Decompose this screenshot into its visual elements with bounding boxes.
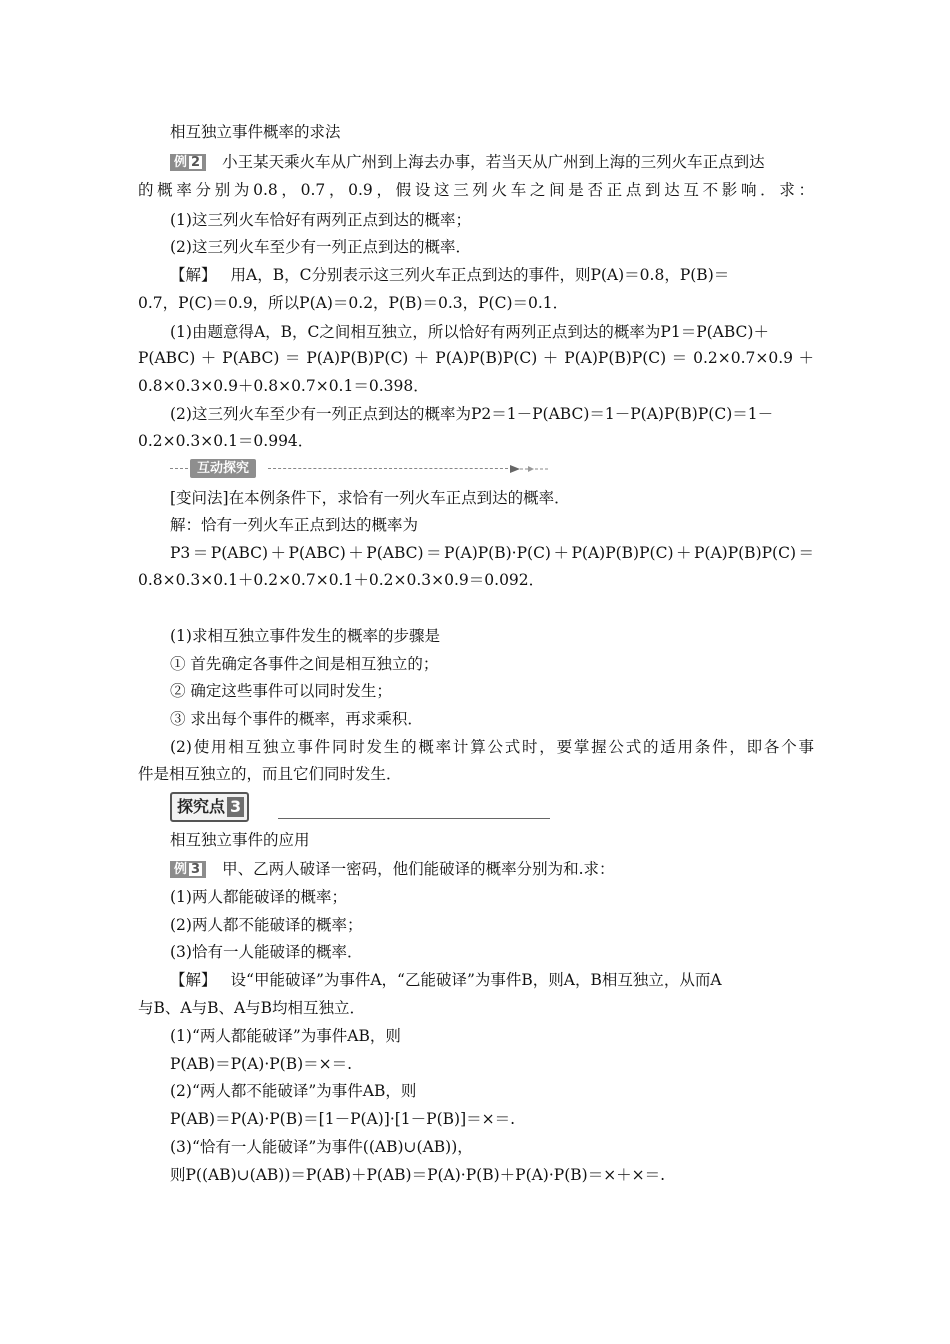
solution-2-part-1-line-2: P(ABC) ＋ P(ABC) ＝ P(A)P(B)P(C) ＋ P(A)P(B)P(C) ＋ P(A)P(B)P(C) ＝ 0.2×0.7×0.9 ＋ xyxy=(138,349,814,367)
example-3-badge: 例 3 xyxy=(170,861,206,878)
example-3-question-1: (1)两人都能破译的概率； xyxy=(170,888,347,906)
interactive-exploration-label: 互动探究 xyxy=(190,459,256,478)
variant-question: [变问法]在本例条件下，求恰有一列火车正点到达的概率． xyxy=(170,489,570,507)
solution-3-line-2: 与B、A与B、A与B均相互独立． xyxy=(138,999,366,1017)
example-2-question-2: (2)这三列火车至少有一列正点到达的概率． xyxy=(170,238,471,256)
solution-3-answer-1: (1)“两人都能破译”为事件AB，则 xyxy=(170,1027,401,1045)
solution-2-line-2: 0.7，P(C)＝0.9，所以P(A)＝0.2，P(B)＝0.3，P(C)＝0.1． xyxy=(138,294,569,312)
solution-2-part-1-line-1: (1)由题意得A，B，C之间相互独立，所以恰好有两列正点到达的概率为P1＝P(ABC)＋ xyxy=(170,323,769,341)
solution-3-formula-3: 则P((AB)∪(AB))＝P(AB)＋P(AB)＝P(A)·P(B)＋P(A)·P(B)＝×＋×＝. xyxy=(170,1166,666,1184)
interactive-exploration-divider xyxy=(170,459,550,479)
example-3-question-3: (3)恰有一人能破译的概率． xyxy=(170,943,363,961)
summary-line-5: (2)使用相互独立事件同时发生的概率计算公式时，要掌握公式的适用条件，即各个事 xyxy=(170,738,814,756)
example-2-question-1: (1)这三列火车恰好有两列正点到达的概率； xyxy=(170,211,471,229)
solution-3-formula-1: P(AB)＝P(A)·P(B)＝×＝. xyxy=(170,1055,353,1073)
summary-line-1: (1)求相互独立事件发生的概率的步骤是 xyxy=(170,627,440,645)
solution-3-line-1: 【解】 设“甲能破译”为事件A，“乙能破译”为事件B，则A，B相互独立，从而A xyxy=(170,971,722,989)
summary-step-1: ① 首先确定各事件之间是相互独立的； xyxy=(170,655,439,673)
variant-solution-line-3: 0.8×0.3×0.1＋0.2×0.7×0.1＋0.2×0.3×0.9＝0.092． xyxy=(138,571,545,589)
solution-3-label: 【解】 xyxy=(170,971,217,989)
variant-solution-line-2: P3＝P(ABC)＋P(ABC)＋P(ABC)＝P(A)P(B)·P(C)＋P(A)P(B)P(C)＋P(A)P(B)P(C)＝ xyxy=(170,544,814,562)
exploration-point-badge: 探究点 3 xyxy=(170,792,249,822)
example-2-badge: 例 2 xyxy=(170,154,206,171)
summary-step-3: ③ 求出每个事件的概率，再求乘积． xyxy=(170,710,423,728)
section-title-independent-events-methods: 相互独立事件概率的求法 xyxy=(170,123,341,141)
header-rule xyxy=(278,818,550,819)
example-2-line-1: 例 2 小王某天乘火车从广州到上海去办事，若当天从广州到上海的三列火车正点到达 xyxy=(170,152,814,172)
summary-step-2: ② 确定这些事件可以同时发生； xyxy=(170,682,392,700)
example-3-question-2: (2)两人都不能破译的概率； xyxy=(170,916,363,934)
solution-2-label: 【解】 xyxy=(170,266,217,284)
solution-3-answer-2: (2)“两人都不能破译”为事件AB，则 xyxy=(170,1082,417,1100)
example-2-line-2: 的概率分别为0.8，0.7，0.9，假设这三列火车之间是否正点到达互不影响．求： xyxy=(138,181,814,199)
example-3-line-1: 例 3 甲、乙两人破译一密码，他们能破译的概率分别为和.求： xyxy=(170,859,814,879)
solution-2-line-1: 【解】 用A，B，C分别表示这三列火车正点到达的事件，则P(A)＝0.8，P(B)＝ xyxy=(170,266,730,284)
exploration-point-3-header xyxy=(170,792,550,822)
solution-2-part-1-line-3: 0.8×0.3×0.9＋0.8×0.7×0.1＝0.398． xyxy=(138,377,429,395)
solution-2-part-2-line-1: (2)这三列火车至少有一列正点到达的概率为P2＝1－P(ABC)＝1－P(A)P(B)P(C)＝1－ xyxy=(170,405,774,423)
arrow-icon xyxy=(510,462,550,476)
solution-3-answer-3: (3)“恰有一人能破译”为事件((AB)∪(AB))， xyxy=(170,1138,473,1156)
solution-3-formula-2: P(AB)＝P(A)·P(B)＝[1－P(A)]·[1－P(B)]＝×＝. xyxy=(170,1110,516,1128)
variant-solution-line-1: 解：恰有一列火车正点到达的概率为 xyxy=(170,516,419,534)
summary-line-6: 件是相互独立的，而且它们同时发生． xyxy=(138,765,402,783)
section-title-applications: 相互独立事件的应用 xyxy=(170,831,310,849)
solution-2-part-2-line-2: 0.2×0.3×0.1＝0.994． xyxy=(138,432,314,450)
